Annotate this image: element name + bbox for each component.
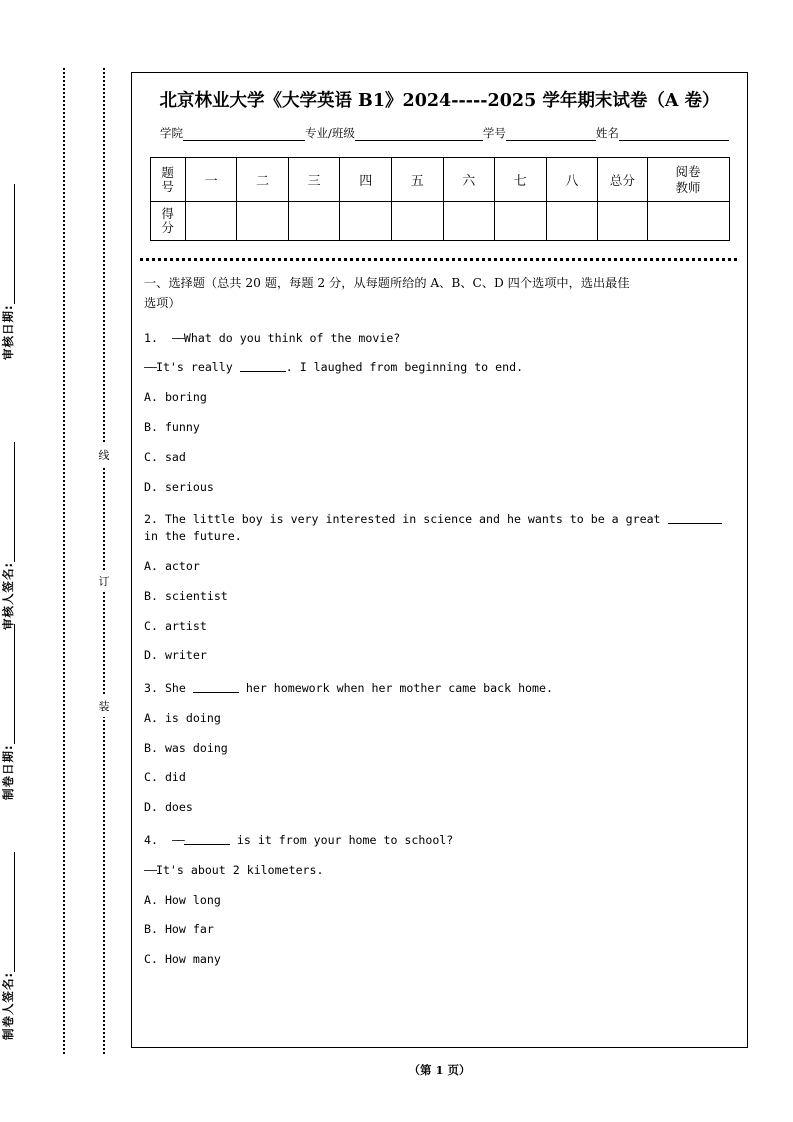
score-cell-total[interactable]: [598, 202, 648, 241]
seal-char-zhuang: 装: [95, 695, 113, 717]
question-4-option-b-letter: B.: [144, 922, 158, 937]
field-name-label: 姓名: [595, 126, 619, 140]
score-table-col-grader: [647, 158, 729, 202]
score-table-col-5: 五: [391, 158, 443, 202]
question-4-option-c[interactable]: [144, 951, 741, 968]
score-cell-7[interactable]: [495, 202, 547, 241]
seal-label-paper-maker-signature: [0, 780, 16, 1040]
question-2-stem-after: in the future.: [144, 529, 242, 544]
question-4-option-c-text: How many: [164, 952, 221, 967]
question-2-stem: [144, 511, 741, 545]
question-2-option-a-letter: A.: [144, 558, 158, 573]
row-header-score-line2: 分: [161, 220, 174, 235]
score-table-col-4: 四: [340, 158, 392, 202]
question-4-stem-after: is it from your home to school?: [229, 833, 454, 848]
question-1-number: 1.: [144, 330, 158, 345]
question-4-option-a[interactable]: [144, 892, 741, 909]
question-1-reply-dash: ——: [144, 360, 156, 375]
question-4-reply-dash: ——: [144, 862, 156, 877]
question-4-option-c-letter: C.: [144, 952, 158, 967]
score-cell-grader[interactable]: [647, 202, 729, 241]
question-1-stem-text: What do you think of the movie?: [183, 330, 401, 345]
seal-label-paper-date-text: 制卷日期:: [1, 744, 15, 800]
field-major-class: [305, 125, 483, 141]
question-2-option-b-text: scientist: [164, 588, 228, 603]
score-table-col-total: 总分: [598, 158, 648, 202]
question-1-option-b[interactable]: [144, 419, 741, 436]
section-one-heading-line2: 选项）: [144, 295, 181, 310]
question-3-option-d-text: does: [164, 800, 193, 815]
question-1-reply-after: . I laughed from beginning to end.: [285, 360, 524, 375]
question-4-stem: [144, 832, 741, 849]
score-table-header-row: [150, 158, 729, 202]
question-3-option-b-letter: B.: [144, 740, 158, 755]
question-2-option-a[interactable]: [144, 558, 741, 575]
question-3-option-a-letter: A.: [144, 710, 158, 725]
question-2-blank[interactable]: [668, 512, 722, 524]
field-college-input[interactable]: [183, 127, 305, 141]
section-one-heading-line1: 一、选择题（总共 20 题，每题 2 分，从每题所给的 A、B、C、D 四个选项中，选出最佳: [144, 276, 630, 290]
question-1-option-c-text: sad: [164, 449, 186, 464]
question-3-option-a-text: is doing: [164, 710, 221, 725]
field-name: [596, 125, 729, 141]
question-1-option-a-letter: A.: [144, 390, 158, 405]
score-table-row-header-score: [150, 202, 185, 241]
seal-label-reviewer-signature-text: 审核人签名:: [1, 561, 15, 630]
question-3-stem-before: She: [164, 681, 193, 696]
field-name-input[interactable]: [619, 127, 729, 141]
question-3-option-a[interactable]: [144, 710, 741, 727]
seal-dotted-line-inner: [103, 68, 105, 1054]
score-table-col-3: 三: [288, 158, 340, 202]
question-2-option-b[interactable]: [144, 588, 741, 605]
score-table-col-7: 七: [495, 158, 547, 202]
row-header-score-line1: 得: [161, 206, 174, 221]
question-4-option-b-text: How far: [164, 922, 214, 937]
seal-label-review-date: [0, 100, 16, 360]
field-major-class-label: 专业/班级: [305, 126, 355, 140]
score-cell-4[interactable]: [340, 202, 392, 241]
question-4-dash: ——: [171, 833, 184, 848]
seal-label-review-date-text: 审核日期:: [1, 304, 15, 360]
sealing-margin: [0, 0, 131, 1122]
question-3-stem: [144, 680, 741, 697]
score-cell-8[interactable]: [546, 202, 598, 241]
score-cell-6[interactable]: [443, 202, 495, 241]
question-2-number: 2.: [144, 512, 158, 527]
exam-sheet: [131, 72, 748, 1048]
question-3-option-c-text: did: [164, 770, 186, 785]
question-1-stem: [144, 330, 741, 347]
score-table-col-8: 八: [546, 158, 598, 202]
question-3-stem-after: her homework when her mother came back home.: [238, 681, 553, 696]
score-cell-5[interactable]: [391, 202, 443, 241]
field-student-id-input[interactable]: [506, 127, 596, 141]
question-4-reply: [144, 862, 741, 879]
question-1-option-b-text: funny: [164, 419, 200, 434]
field-college: [160, 125, 305, 141]
question-1-reply: [144, 359, 741, 376]
section-one-heading: [144, 274, 737, 314]
question-2-stem-before: The little boy is very interested in science and he wants to be a great: [164, 512, 668, 527]
question-2-option-d-letter: D.: [144, 648, 158, 663]
row-header-question-line2: 号: [161, 178, 174, 194]
score-table: [150, 157, 730, 241]
field-student-id-label: 学号: [482, 126, 506, 140]
question-3-option-b[interactable]: [144, 740, 741, 757]
score-cell-1[interactable]: [185, 202, 237, 241]
seal-label-paper-maker-blank: [3, 852, 15, 972]
question-1-option-a[interactable]: [144, 389, 741, 406]
section-divider-dotted: [140, 258, 737, 261]
question-4-option-a-letter: A.: [144, 892, 158, 907]
question-2-option-d-text: writer: [164, 648, 207, 663]
score-table-col-1: 一: [185, 158, 237, 202]
questions-content: [140, 274, 741, 968]
question-2-option-a-text: actor: [164, 558, 200, 573]
seal-char-xian: 线: [95, 444, 113, 466]
seal-label-review-date-blank: [3, 184, 15, 304]
question-3-blank[interactable]: [193, 681, 239, 693]
question-2-option-c-letter: C.: [144, 618, 158, 633]
page-title: 北京林业大学《大学英语 B1》2024-----2025 学年期末试卷（A 卷）: [159, 91, 720, 111]
score-table-score-row: [150, 202, 729, 241]
question-3-option-d[interactable]: [144, 799, 741, 816]
question-3-option-d-letter: D.: [144, 800, 158, 815]
question-2-option-b-letter: B.: [144, 588, 158, 603]
question-2-option-c-text: artist: [164, 618, 207, 633]
seal-label-paper-date-blank: [3, 624, 15, 744]
question-4-number: 4.: [144, 833, 158, 848]
question-2-option-d[interactable]: [144, 647, 741, 664]
question-4-reply-text: It's about 2 kilometers.: [155, 862, 324, 877]
question-3-option-c-letter: C.: [144, 770, 158, 785]
field-student-id: [483, 125, 596, 141]
question-1-option-a-text: boring: [164, 390, 207, 405]
question-4-option-a-text: How long: [164, 892, 221, 907]
question-1-option-d[interactable]: [144, 479, 741, 496]
page-footer: （第 1 页）: [408, 1063, 471, 1077]
seal-label-paper-maker-signature-text: 制卷人签名:: [1, 971, 15, 1040]
question-1-option-b-letter: B.: [144, 419, 158, 434]
score-table-col-2: 二: [237, 158, 289, 202]
seal-dotted-line-outer: [63, 68, 65, 1054]
question-1-blank[interactable]: [240, 360, 286, 372]
score-table-col-6: 六: [443, 158, 495, 202]
grader-label-line2: 教师: [675, 179, 701, 195]
question-2-option-c[interactable]: [144, 618, 741, 635]
student-info-row: [160, 125, 729, 141]
row-header-question-line1: 题: [161, 164, 174, 180]
question-3-option-b-text: was doing: [164, 740, 228, 755]
field-college-label: 学院: [160, 126, 183, 140]
score-cell-3[interactable]: [288, 202, 340, 241]
field-major-class-input[interactable]: [355, 127, 483, 141]
question-1-dash: ——: [171, 330, 184, 345]
question-3-number: 3.: [144, 681, 158, 696]
question-4-option-b[interactable]: [144, 921, 741, 938]
question-3-option-c[interactable]: [144, 769, 741, 786]
question-1-option-c-letter: C.: [144, 449, 158, 464]
question-1-option-d-letter: D.: [144, 479, 158, 494]
seal-label-paper-date: [0, 540, 16, 800]
score-table-row-header-question: [150, 158, 185, 202]
grader-label-line1: 阅卷: [675, 164, 701, 180]
score-cell-2[interactable]: [237, 202, 289, 241]
question-1-option-c[interactable]: [144, 449, 741, 466]
question-1-reply-before: It's really: [155, 360, 240, 375]
question-1-option-d-text: serious: [164, 479, 214, 494]
seal-char-ding: 订: [95, 570, 113, 592]
question-4-blank[interactable]: [184, 833, 230, 845]
